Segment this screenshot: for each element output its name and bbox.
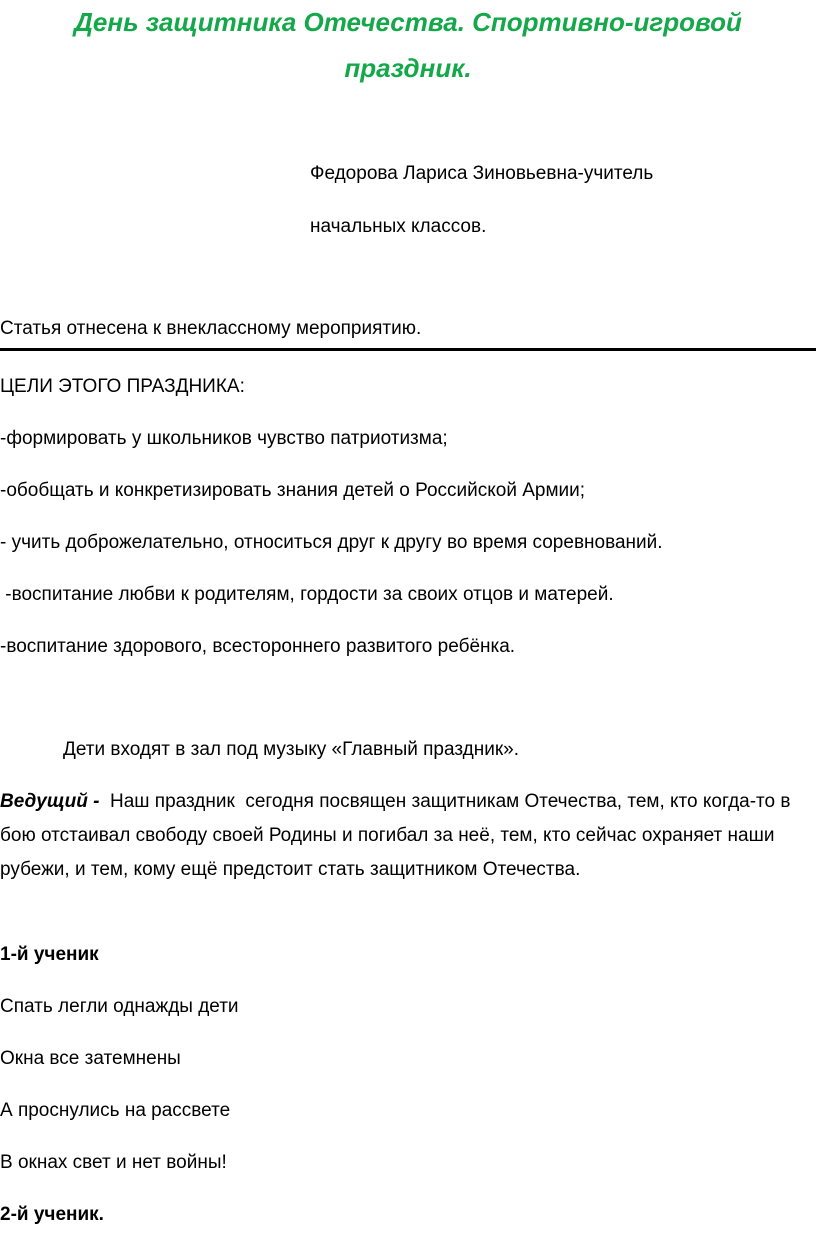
horizontal-divider xyxy=(0,348,816,351)
host-text: Наш праздник сегодня посвящен защитникам Отечества, тем, кто когда-то в бою отстаивал свободу своей Родины и погибал за неё, тем, кто сейчас охраняет наши рубежи, и тем, кому ещё предстоит стать защитником Отечества. xyxy=(0,791,796,880)
goal-item: -воспитание здорового, всестороннего развитого ребёнка. xyxy=(0,636,516,657)
document-title-line-2: праздник. xyxy=(344,53,472,83)
poem-line: Окна все затемнены xyxy=(0,1048,181,1069)
author-name: Федорова Лариса Зиновьевна-учитель xyxy=(310,163,654,184)
poem-line: В окнах свет и нет войны! xyxy=(0,1152,227,1173)
category-note: Статья отнесена к внеклассному мероприятию. xyxy=(0,318,422,339)
goal-item: - учить доброжелательно, относиться друг к другу во время соревнований. xyxy=(0,532,663,553)
author-role: начальных классов. xyxy=(310,216,487,237)
goals-heading: ЦЕЛИ ЭТОГО ПРАЗДНИКА: xyxy=(0,376,245,397)
student-2-label: 2-й ученик. xyxy=(0,1204,104,1225)
poem-line: Спать легли однажды дети xyxy=(0,996,239,1017)
scene-intro: Дети входят в зал под музыку «Главный праздник». xyxy=(63,739,519,760)
document-title-line-1: День защитника Отечества. Спортивно-игровой xyxy=(74,7,742,37)
goal-item: -формировать у школьников чувство патриотизма; xyxy=(0,428,448,449)
goal-item: -обобщать и конкретизировать знания детей о Российской Армии; xyxy=(0,480,586,501)
host-label: Ведущий - xyxy=(0,791,100,812)
student-1-label: 1-й ученик xyxy=(0,944,99,965)
poem-line: А проснулись на рассвете xyxy=(0,1100,231,1121)
host-paragraph xyxy=(0,785,808,887)
goal-item: -воспитание любви к родителям, гордости за своих отцов и матерей. xyxy=(0,584,614,605)
